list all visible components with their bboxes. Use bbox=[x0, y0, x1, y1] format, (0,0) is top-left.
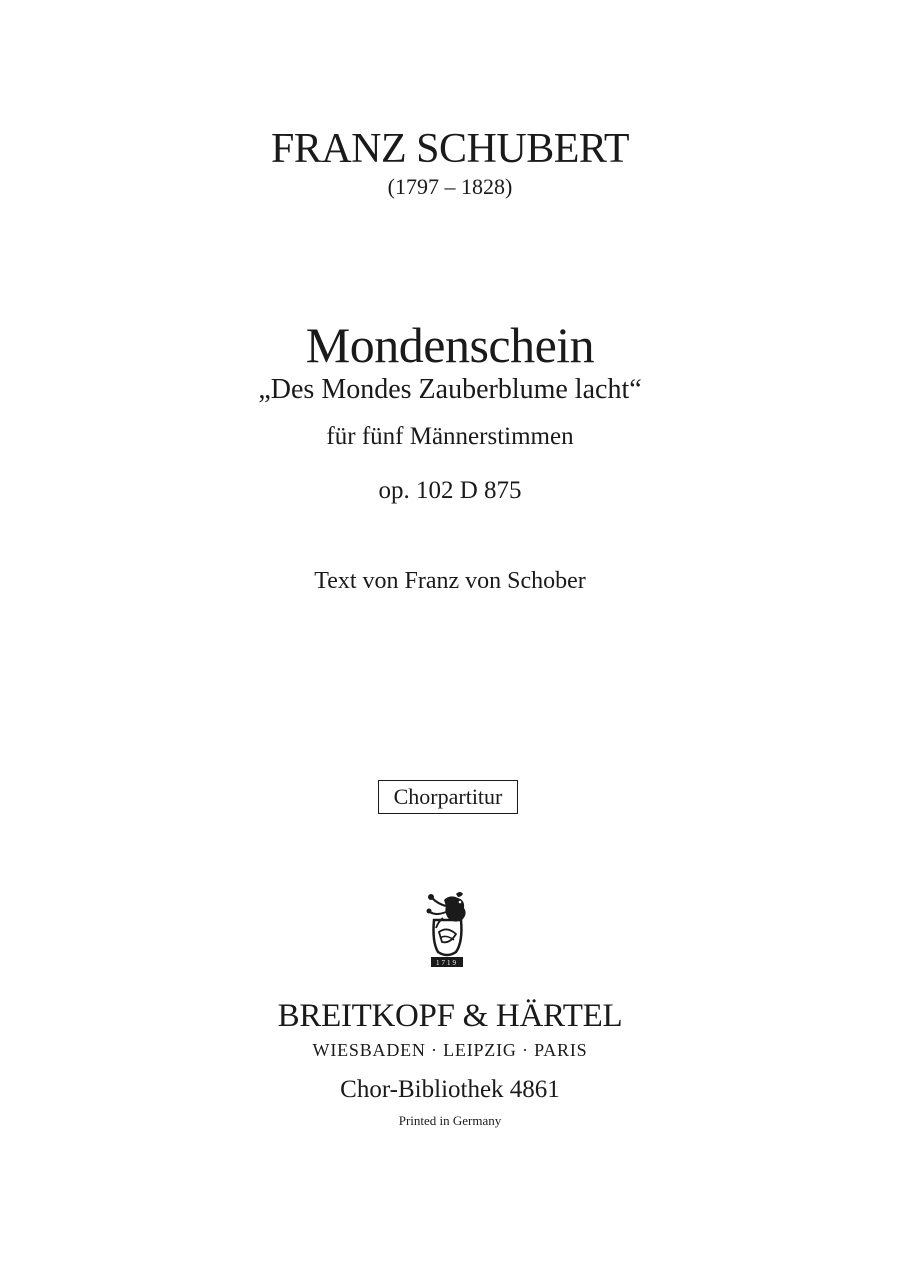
logo-year: 1719 bbox=[436, 959, 458, 967]
publisher-name: BREITKOPF & HÄRTEL bbox=[277, 998, 623, 1034]
text-author: Text von Franz von Schober bbox=[314, 568, 586, 594]
breitkopf-bear-logo-icon bbox=[416, 884, 476, 974]
composer-name: FRANZ SCHUBERT bbox=[270, 126, 630, 172]
catalog-number: Chor-Bibliothek 4861 bbox=[340, 1076, 560, 1103]
work-subtitle: „Des Mondes Zauberblume lacht“ bbox=[258, 374, 642, 405]
printed-in: Printed in Germany bbox=[398, 1113, 502, 1128]
work-opus: op. 102 D 875 bbox=[378, 477, 522, 504]
publisher-cities: WIESBADEN · LEIPZIG · PARIS bbox=[312, 1040, 588, 1060]
edition-type-box: Chorpartitur bbox=[378, 780, 518, 814]
work-title: Mondenschein bbox=[305, 317, 595, 373]
work-scoring: für fünf Männerstimmen bbox=[326, 423, 574, 450]
composer-dates: (1797 – 1828) bbox=[387, 174, 513, 199]
